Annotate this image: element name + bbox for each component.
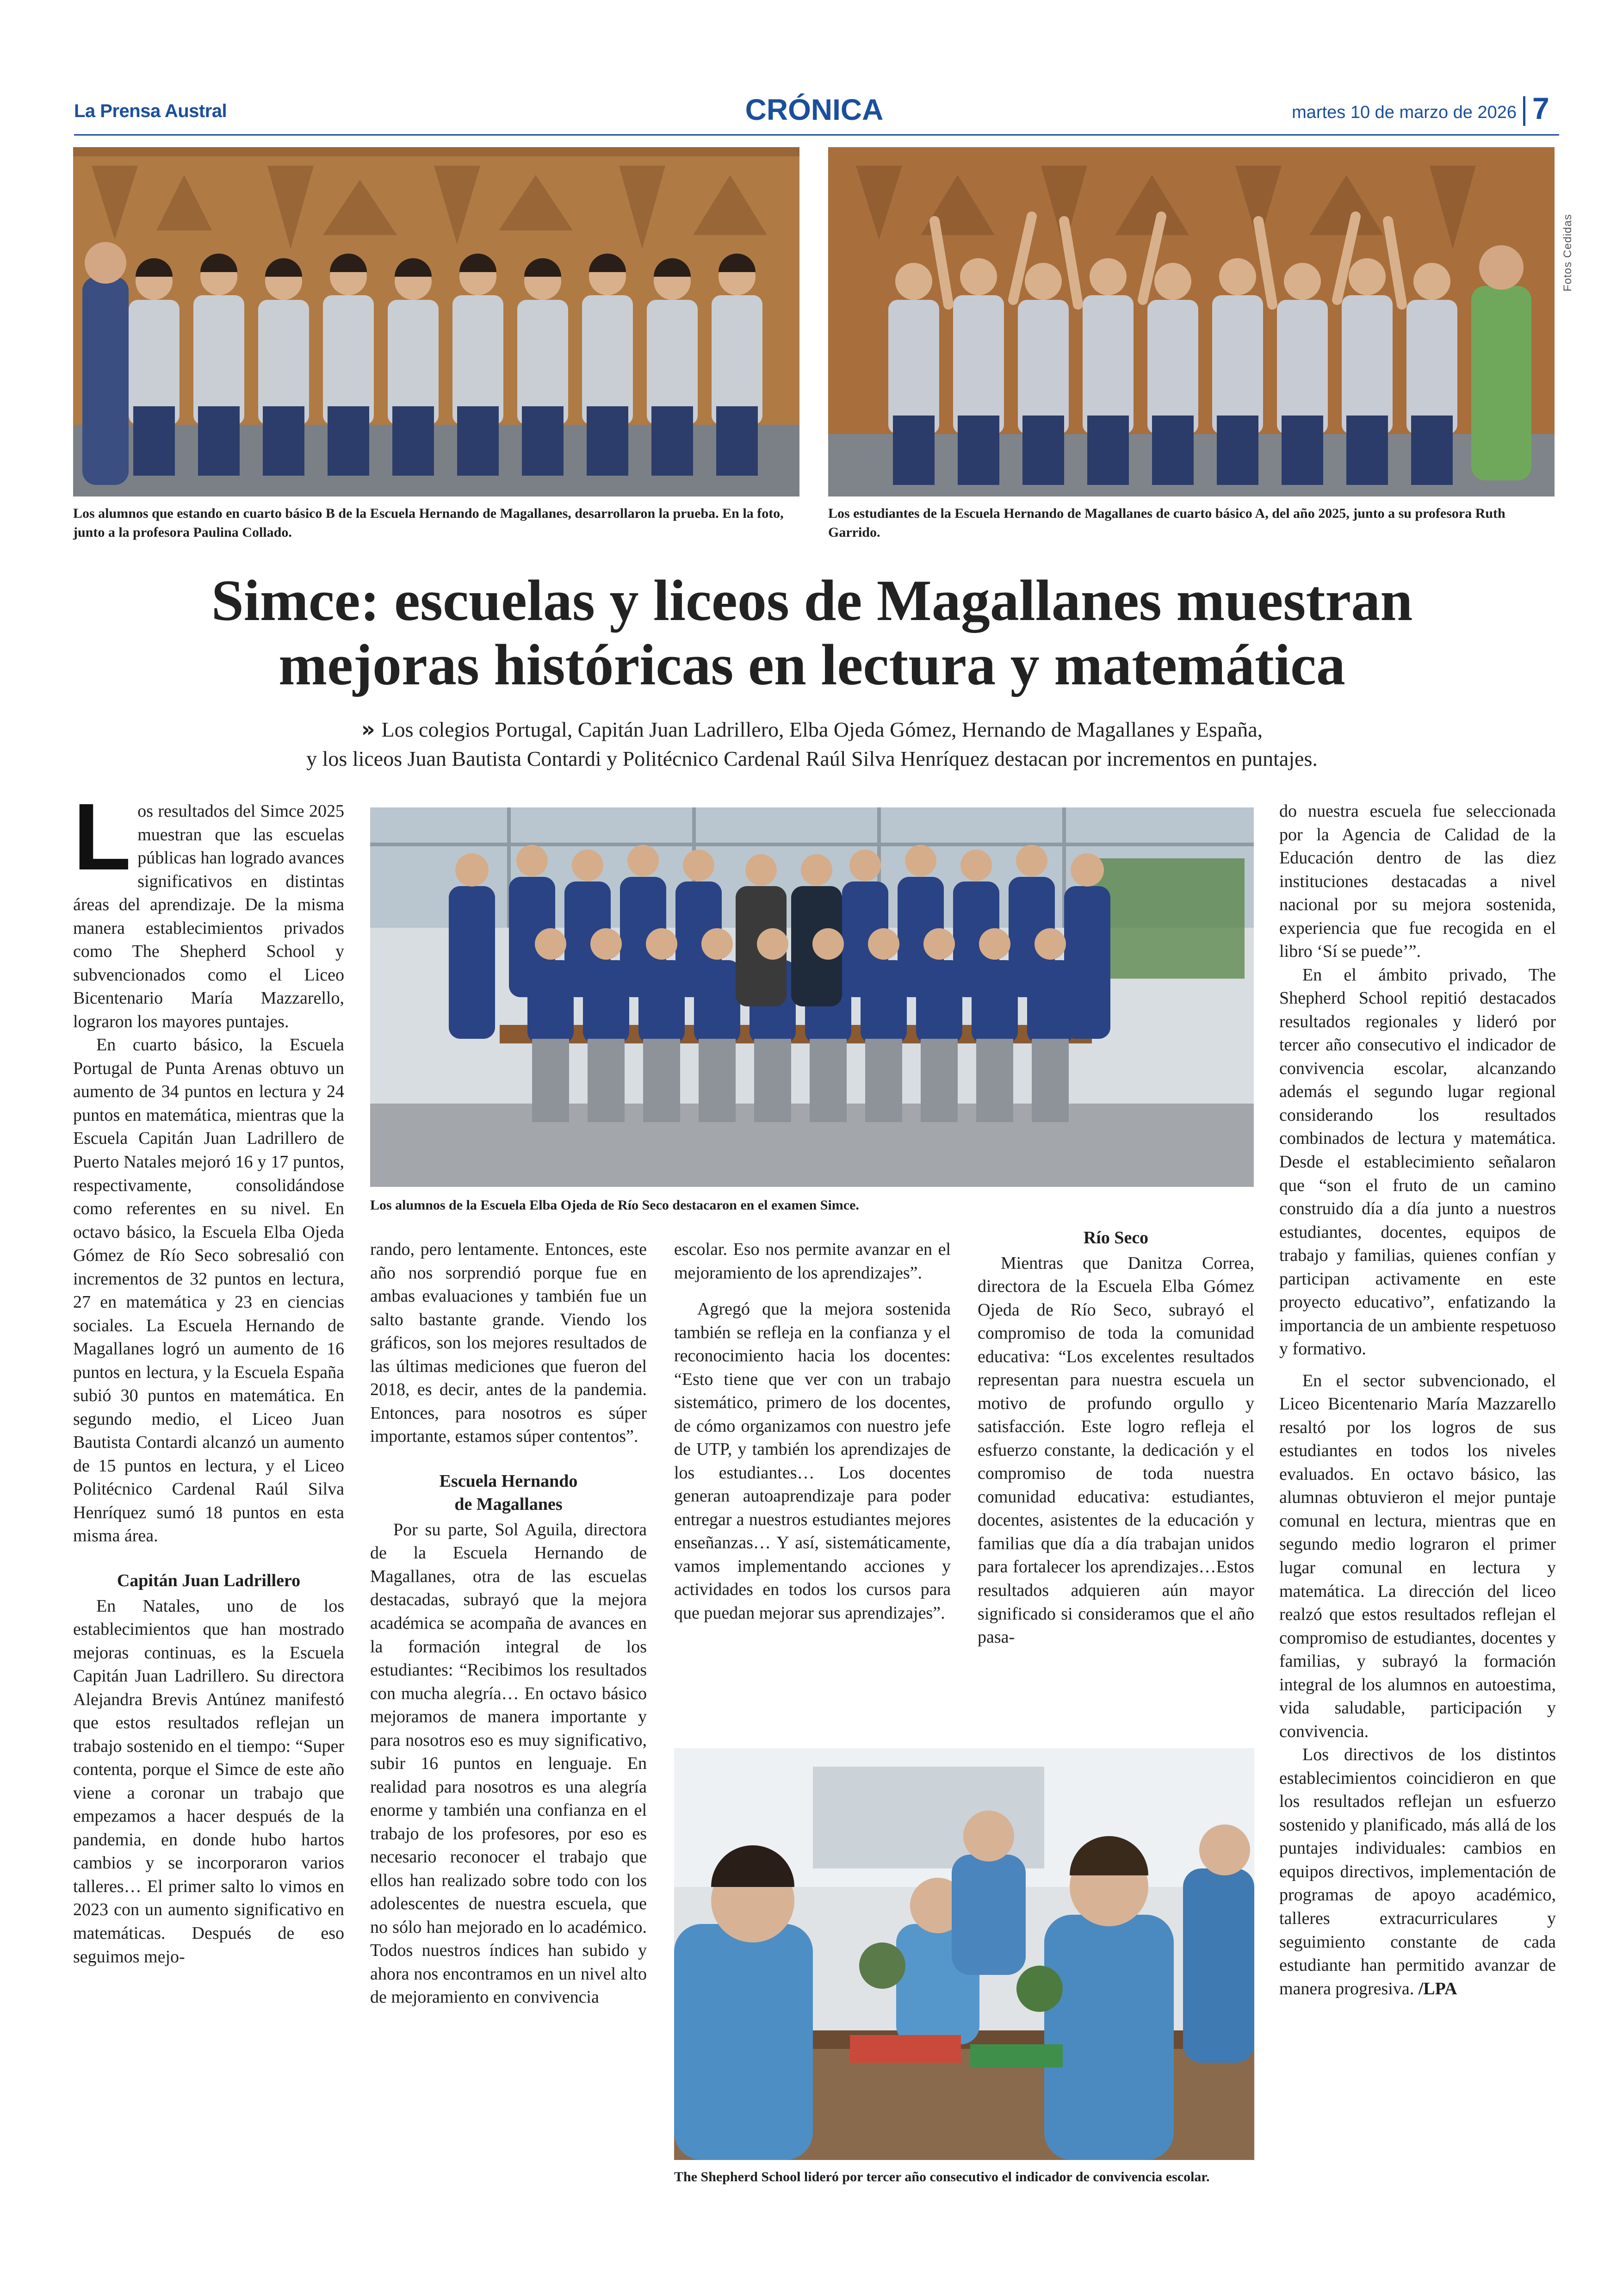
signature: /LPA: [1418, 1979, 1457, 1998]
deck-line-2: y los liceos Juan Bautista Contardi y Politécnico Cardenal Raúl Silva Henríquez destacan por incrementos en puntajes.: [306, 746, 1318, 770]
deck-line-1: Los colegios Portugal, Capitán Juan Ladrillero, Elba Ojeda Gómez, Hernando de Magallanes y España,: [381, 718, 1263, 741]
headline-line-2: mejoras históricas en lectura y matemática: [279, 633, 1345, 697]
paragraph: Los directivos de los distintos establecimientos coincidieron en que los resultados reflejan un esfuerzo sostenido y planificado, más allá de los puntajes individuales: cambios en equipos directivos, implementación de programas de apoyo académico, talleres extracurriculares y seguimiento constante de cada estudiante han permitido avanzar de manera progresiva. /LPA: [1279, 1745, 1556, 1998]
paragraph: os resultados del Simce 2025 muestran que las escuelas públicas han logrado avances significativos en distintas áreas del aprendizaje. De la misma manera establecimientos privados como The Shepherd School y subvencionados como el Liceo Bicentenario María Mazzarello, lograron los mayores puntajes.: [73, 801, 344, 1031]
column-2: [370, 1238, 647, 2009]
subheading-rio-seco: Río Seco: [1083, 1228, 1149, 1247]
newspaper-brand: La Prensa Austral: [74, 101, 227, 121]
caption-cuarto-a: Los estudiantes de la Escuela Hernando de Magallanes de cuarto básico A, del año 2025, junto a su profesora Ruth Garrido.: [828, 506, 1505, 540]
page-number: 7: [1532, 91, 1549, 125]
dropcap: L: [73, 784, 131, 890]
header-separator: [1523, 96, 1525, 126]
photo-cuarto-b: [73, 147, 799, 496]
paragraph: En el ámbito privado, The Shepherd School repitió destacados resultados regionales y lideró por tercer año consecutivo el indicador de convivencia escolar, alcanzando además el segundo lugar regional considerando los resultados combinados de lectura y matemática. Desde el establecimiento señalaron que “son el fruto de un camino construido día a día junto a nuestros estudiantes, docentes, equipos de trabajo y familias, quienes confían y participan activamente en este proyecto educativo”, enfatizando la importancia de un ambiente respetuoso y formativo.: [1279, 965, 1556, 1359]
column-3: [674, 1238, 951, 1625]
header-rule: [74, 134, 1559, 136]
photo-cuarto-a: [828, 147, 1555, 496]
photo-shepherd-school: [674, 1748, 1254, 2160]
caption-cuarto-b: Los alumnos que estando en cuarto básico B de la Escuela Hernando de Magallanes, desarrollaron la prueba. En la foto, junto a la profesora Paulina Collado.: [73, 506, 784, 540]
section-title: CRÓNICA: [745, 93, 884, 126]
caption-elba-ojeda: Los alumnos de la Escuela Elba Ojeda de Río Seco destacaron en el examen Simce.: [370, 1198, 859, 1213]
caption-shepherd-school: The Shepherd School lideró por tercer año consecutivo el indicador de convivencia escolar.: [674, 2169, 1210, 2184]
paragraph: En Natales, uno de los establecimientos que han mostrado mejoras continuas, es la Escuela Capitán Juan Ladrillero. Su directora Alejandra Brevis Antúnez manifestó que estos resultados reflejan un trabajo sostenido en el tiempo: “Super contenta, porque el Simce de este año viene a coronar un trabajo que empezamos a hacer después de la pandemia, en donde hubo hartos cambios y se incorporaron varios talleres… El primer salto lo vimos en 2023 con un aumento significativo en matemáticas. Después de eso seguimos mejo-: [73, 1596, 344, 1967]
paragraph: rando, pero lentamente. Entonces, este año nos sorprendió porque fue en ambas evaluaciones y también fue un salto bastante grande. Viendo los gráficos, son los mejores resultados de las últimas mediciones que fueron del 2018, es decir, antes de la pandemia. Entonces, para nosotros es súper importante, estamos súper contentos”.: [370, 1240, 647, 1446]
chevron-right-icon: »: [361, 717, 375, 742]
issue-date: martes 10 de marzo de 2026: [1292, 103, 1517, 122]
photo-elba-ojeda: [370, 807, 1254, 1187]
column-1: [73, 784, 344, 1968]
subheading-hernando: Escuela Hernando de Magallanes: [439, 1471, 578, 1514]
subheading-ladrillero: Capitán Juan Ladrillero: [117, 1571, 301, 1590]
paragraph: Mientras que Danitza Correa, directora de la Escuela Elba Gómez Ojeda de Río Seco, subrayó el compromiso de toda la comunidad educativa: “Los excelentes resultados representan para nuestra escuela un motivo de profundo orgullo y satisfacción. Este logro refleja el esfuerzo constante, la dedicación y el compromiso de toda nuestra comunidad educativa: estudiantes, docentes, asistentes de la educación y familias que día a día trabajan unidos para fortalecer los aprendizajes…Estos resultados adquieren aún mayor significado si consideramos que el año pasa-: [978, 1253, 1254, 1647]
paragraph: Agregó que la mejora sostenida también se refleja en la confianza y el reconocimiento hacia los docentes: “Esto tiene que ver con un trabajo sistemático, primero de los docentes, de cómo organizamos con nuestro jefe de UTP, y también los aprendizajes de los estudiantes… Los docentes generan autoaprendizaje para poder entregar a nuestros estudiantes mejores enseñanzas… Y así, sistemáticamente, vamos implementando acciones y actividades en todos los cursos para que puedan mejorar sus aprendizajes”.: [674, 1299, 951, 1623]
article-headline: [83, 569, 1541, 697]
paragraph: do nuestra escuela fue seleccionada por la Agencia de Calidad de la Educación dentro de las diez instituciones destacadas a nivel nacional por su mejora sostenida, experiencia que fue recogida en el libro ‘Sí se puede’”.: [1279, 801, 1556, 962]
paragraph: En el sector subvencionado, el Liceo Bicentenario María Mazzarello resaltó por los logros de sus estudiantes en todos los niveles evaluados. En octavo básico, las alumnas obtuvieron el mejor puntaje comunal en lectura, mientras que en segundo medio lograron el primer lugar comunal en lectura y matemática. La dirección del liceo realzó que estos resultados reflejan el compromiso de estudiantes, docentes y familias, y subrayó la formación integral de los alumnos en autoestima, vida saludable, participación y convivencia.: [1279, 1371, 1556, 1741]
paragraph: Por su parte, Sol Aguila, directora de la Escuela Hernando de Magallanes, otra de las escuelas destacadas, subrayó que la mejora académica se acompaña de avances en la formación integral de los estudiantes: “Recibimos los resultados con mucha alegría… En octavo básico mejoramos de manera importante y para nosotros eso es muy significativo, subir 16 puntos en lenguaje. En realidad para nosotros es una alegría enorme y también una confianza en el trabajo de los profesores, por eso es necesario reconocer el trabajo que ellos han realizado sobre todo con los adolescentes de nuestra escuela, que no sólo han mejorado en lo académico. Todos nuestros índices han subido y ahora nos encontramos en un nivel alto de mejoramiento en convivencia: [370, 1520, 647, 2007]
column-5: [1279, 800, 1556, 2000]
headline-line-1: Simce: escuelas y liceos de Magallanes muestran: [211, 569, 1413, 633]
paragraph: escolar. Eso nos permite avanzar en el mejoramiento de los aprendizajes”.: [674, 1240, 951, 1283]
column-4: [978, 1226, 1254, 1649]
paragraph: En cuarto básico, la Escuela Portugal de Punta Arenas obtuvo un aumento de 34 puntos en lectura y 24 puntos en matemática, mientras que la Escuela Capitán Juan Ladrillero de Puerto Natales mejoró 16 y 17 puntos, respectivamente, consolidándose como referentes en su nivel. En octavo básico, la Escuela Elba Ojeda Gómez de Río Seco sobresalió con incrementos de 32 puntos en lectura, 27 en matemática y 23 en ciencias sociales. La Escuela Hernando de Magallanes logró un aumento de 16 puntos en lectura, y la Escuela España subió 30 puntos en matemática. En segundo medio, el Liceo Juan Bautista Contardi alcanzó un aumento de 15 puntos en lectura, y el Liceo Politécnico Cardenal Raúl Silva Henríquez sumó 18 puntos en esta misma área.: [73, 1035, 344, 1546]
article-deck: [93, 715, 1531, 773]
photo-credit: Fotos Cedidas: [1561, 214, 1574, 292]
